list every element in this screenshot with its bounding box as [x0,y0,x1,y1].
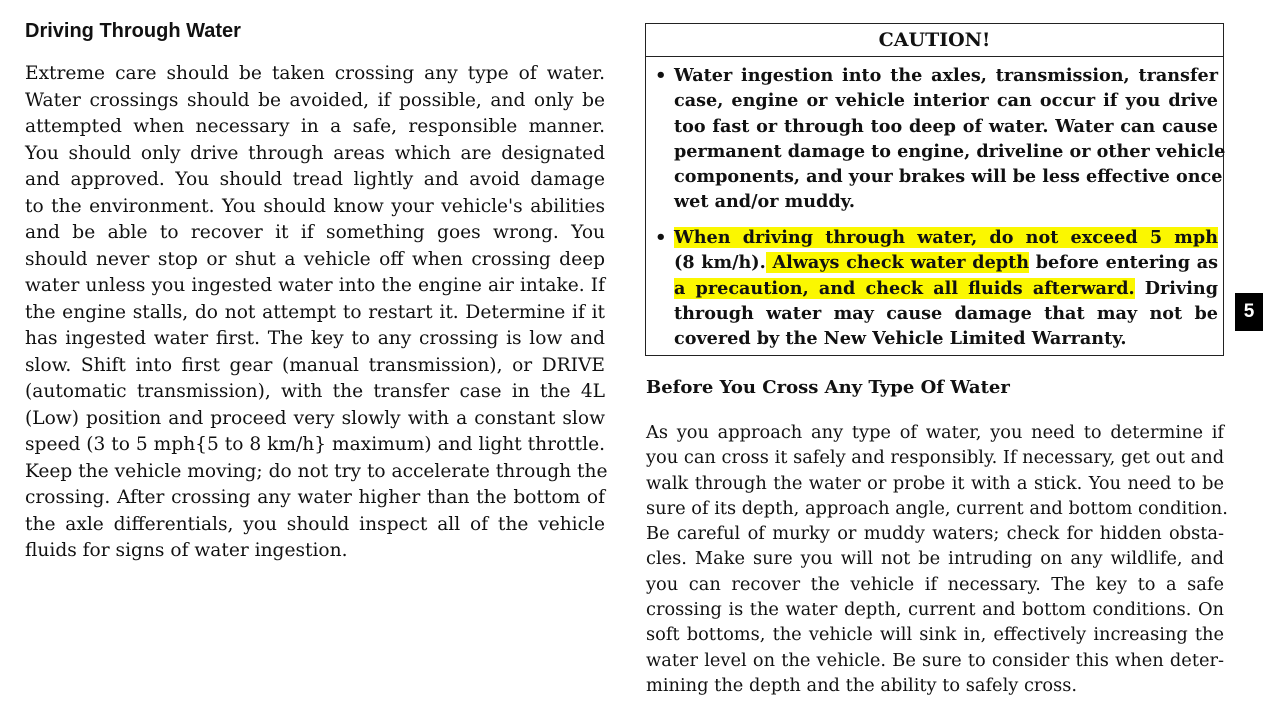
caution-box [645,23,1224,356]
text-line: you can cross it safely and responsibly. If necessary, get out and [646,447,1225,469]
caution-text: Driving [1134,277,1218,299]
caution-line [674,225,1218,250]
text-line: sure of its depth, approach angle, current and bottom condition. [646,497,1228,519]
text-line: you can recover the vehicle if necessary. The key to a safe [646,573,1224,595]
left-body-text [25,61,608,565]
section-heading: Driving Through Water [25,20,241,42]
text-line: Keep the vehicle moving; do not try to accelerate through the [25,460,608,482]
text-line: Extreme care should be taken crossing any type of water. [25,63,605,84]
text-line: has ingested water first. The key to any crossing is low and [25,328,605,349]
text-line: Water crossings should be avoided, if possible, and only be [25,89,605,111]
caution-line [674,250,1218,275]
text-line: fluids for signs of water ingestion. [25,540,348,561]
sub-heading: Before You Cross Any Type Of Water [646,377,1010,398]
caution-line: too fast or through too deep of water. Water can cause [674,115,1218,137]
caution-line: wet and/or muddy. [674,191,855,213]
caution-title: CAUTION! [646,24,1223,57]
bullet-icon: • [655,227,667,248]
text-line: to the environment. You should know your vehicle's abilities [25,195,605,217]
right-body-text [646,420,1228,698]
text-line: the axle differentials, you should inspect all of the vehicle [25,513,605,535]
text-line: As you approach any type of water, you need to determine if [646,422,1224,443]
caution-line: case, engine or vehicle interior can occur if you drive [674,90,1218,112]
highlighted-text: a precaution, and check all fluids afterward. [674,277,1135,299]
text-line: (Low) position and proceed very slowly with a constant slow [25,407,605,429]
text-line: You should only drive through areas which are designated [25,142,605,164]
text-line: walk through the water or probe it with a stick. You need to be [646,472,1224,494]
text-line: cles. Make sure you will not be intruding on any wildlife, and [646,548,1224,570]
caution-line: components, and your brakes will be less effective once [674,166,1223,188]
text-line: (automatic transmission), with the transfer case in the 4L [25,381,605,402]
text-line: speed (3 to 5 mph{5 to 8 km/h} maximum) and light throttle. [25,434,605,455]
bullet-icon: • [655,65,667,86]
chapter-tab: 5 [1235,293,1263,331]
text-line: mining the depth and the ability to safely cross. [646,674,1078,696]
caution-text: (8 km/h). [674,252,766,274]
caution-item-water-ingestion [674,63,1226,215]
caution-line: through water may cause damage that may not be [674,302,1218,324]
caution-line: permanent damage to engine, driveline or other vehicle [674,140,1226,162]
caution-line: Water ingestion into the axles, transmission, transfer [674,65,1218,86]
caution-text: before entering as [1029,252,1219,274]
text-line: soft bottoms, the vehicle will sink in, effectively increasing the [646,624,1224,646]
text-line: should never stop or shut a vehicle off when crossing deep [25,248,605,270]
text-line: attempted when necessary in a safe, responsible manner. [25,116,605,137]
caution-line [674,276,1218,301]
text-line: and be able to recover it if something goes wrong. You [25,222,605,243]
text-line: water level on the vehicle. Be sure to consider this when deter- [646,649,1224,671]
highlighted-text: When driving through water, do not exceed 5 mph [674,227,1218,248]
text-line: Be careful of murky or muddy waters; check for hidden obsta- [646,523,1224,545]
text-line: crossing is the water depth, current and bottom conditions. On [646,599,1224,621]
highlighted-text: Always check water depth [765,252,1029,274]
text-line: the engine stalls, do not attempt to restart it. Determine if it [25,301,605,323]
caution-line: covered by the New Vehicle Limited Warranty. [674,328,1127,350]
text-line: crossing. After crossing any water higher than the bottom of [25,487,605,508]
caution-item-speed-limit [674,225,1218,351]
text-line: and approved. You should tread lightly and avoid damage [25,169,605,190]
text-line: water unless you ingested water into the engine air intake. If [25,275,605,296]
text-line: slow. Shift into first gear (manual transmission), or DRIVE [25,354,605,376]
